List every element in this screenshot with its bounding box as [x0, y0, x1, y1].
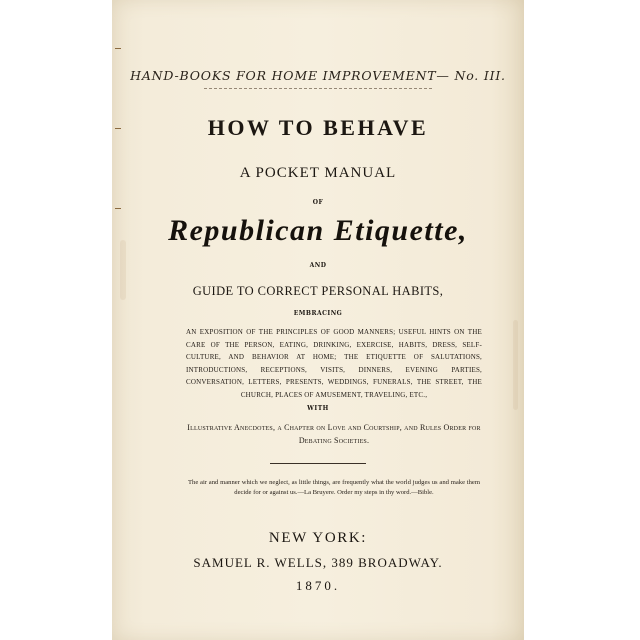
series-heading: HAND-BOOKS FOR HOME IMPROVEMENT— No. III. — [130, 68, 506, 83]
margin-mark — [115, 208, 121, 209]
paper-stain — [513, 320, 518, 410]
main-title: Republican Etiquette, — [168, 214, 468, 247]
supplement-description: Illustrative Anecdotes, a Chapter on Love and Courtship, and Rules Order for Debating Societies. — [187, 423, 481, 445]
title-page — [112, 0, 524, 640]
book-subtitle: A POCKET MANUAL — [239, 165, 397, 181]
imprint-year: 1870. — [295, 578, 341, 593]
connector-and: AND — [309, 262, 327, 269]
guide-line: GUIDE TO CORRECT PERSONAL HABITS, — [192, 284, 444, 298]
imprint-publisher: SAMUEL R. WELLS, 389 BROADWAY. — [193, 555, 443, 570]
epigraph: The air and manner which we neglect, as little things, are frequently what the world judges us and make them decide for or against us.—La Bruyere. Order my steps in thy word.—Bible. — [188, 479, 480, 496]
book-title: HOW TO BEHAVE — [207, 115, 429, 140]
divider — [270, 463, 366, 464]
contents-description: AN EXPOSITION OF THE PRINCIPLES OF GOOD MANNERS; USEFUL HINTS ON THE CARE OF THE PERSON, EATING, DRINKING, EXERCISE, HABITS, DRESS, SELF-CULTURE, AND BEHAVIOR AT HOME; THE ETIQUETTE OF SALUTATIONS, INTRODUCTIONS, RECEPTIONS, VISITS, DINNERS, EVENING PARTIES, CONVERSATION, LETTERS, PRESENTS, WEDDINGS, FUNERALS, THE STREET, THE CHURCH, PLACES OF AMUSEMENT, TRAVELING, ETC., — [186, 328, 482, 399]
margin-mark — [115, 48, 121, 49]
imprint-city: NEW YORK: — [268, 530, 368, 546]
embracing-label: EMBRACING — [293, 310, 343, 317]
connector-of: OF — [312, 199, 324, 206]
series-underline — [204, 88, 432, 89]
connector-with: WITH — [307, 405, 329, 412]
